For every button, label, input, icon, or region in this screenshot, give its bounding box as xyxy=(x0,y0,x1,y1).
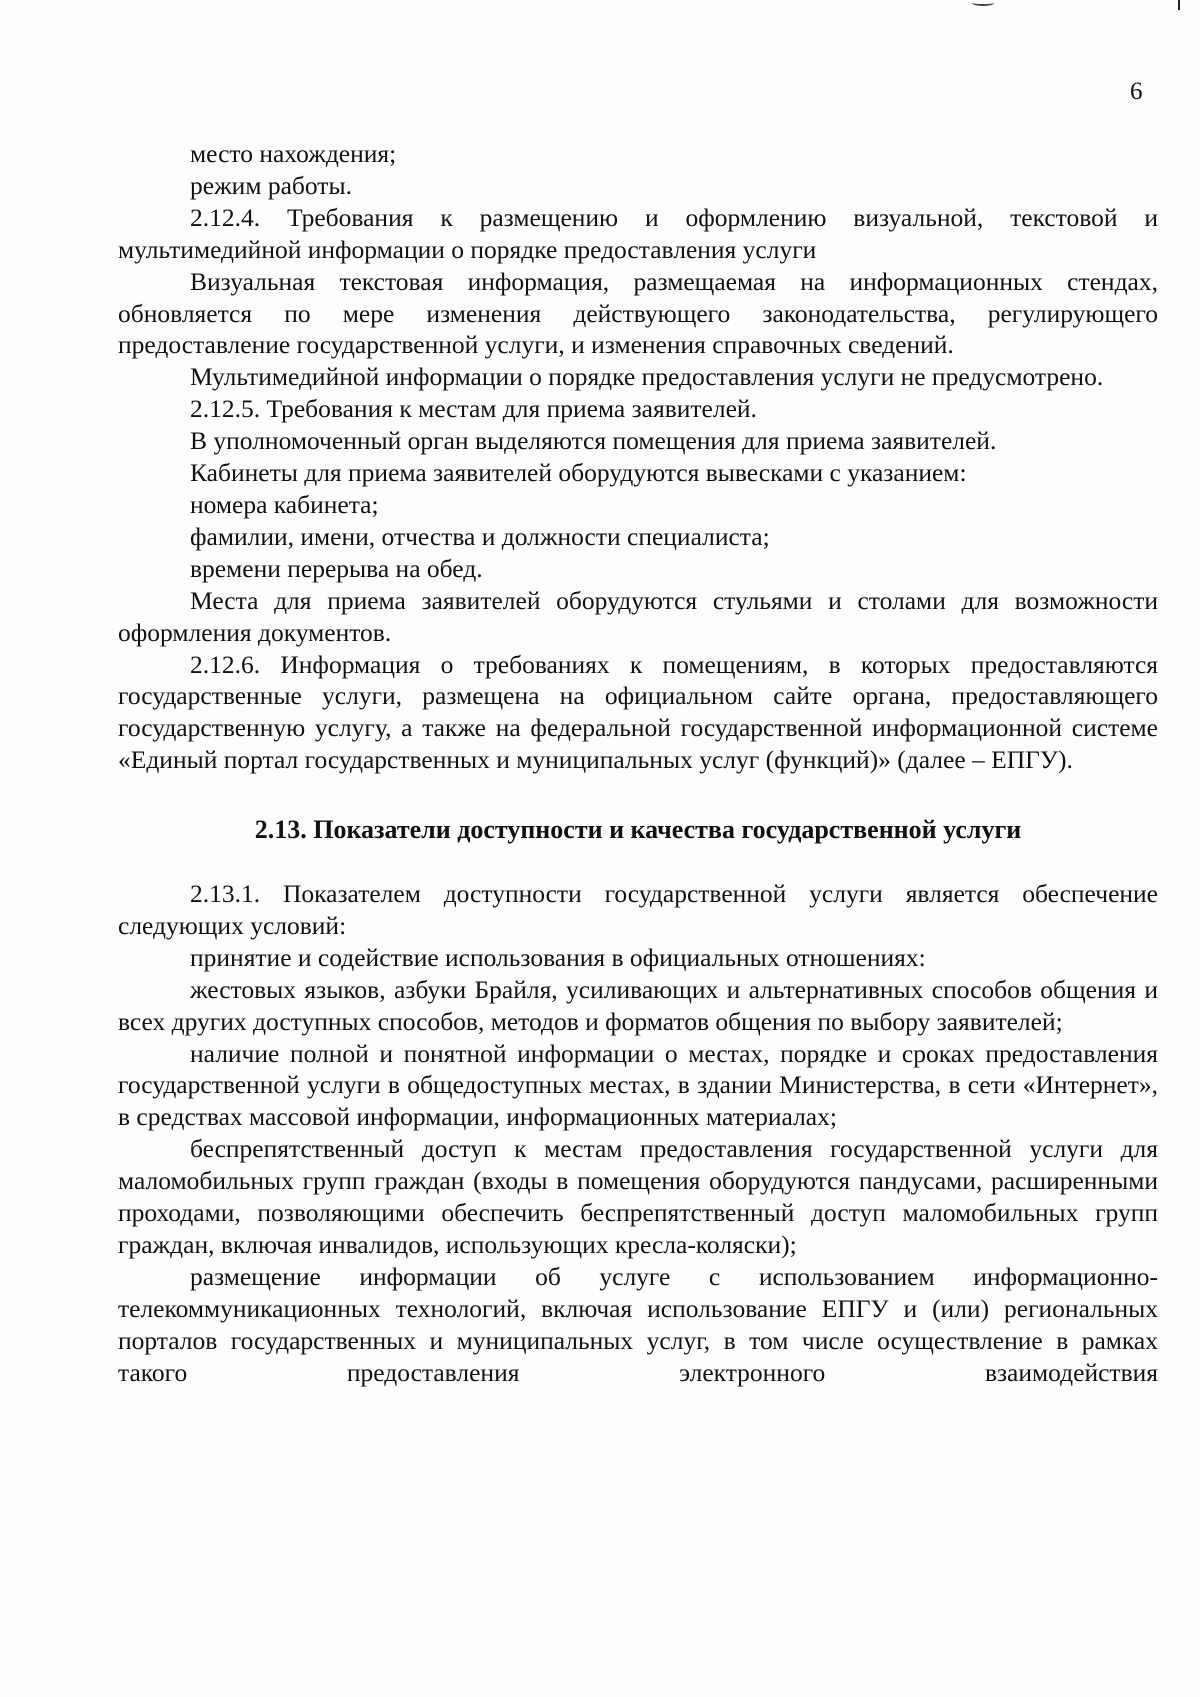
paragraph: Визуальная текстовая информация, размещаемая на информационных стендах, обновляется по мере изменения действующего законодательства, регулирующего предоставление государственной услуги, и изменения справочных сведений. xyxy=(118,266,1158,360)
paragraph: жестовых языков, азбуки Брайля, усиливающих и альтернативных способов общения и всех других доступных способов, методов и форматов общения по выбору заявителей; xyxy=(118,974,1158,1036)
paragraph: 2.12.6. Информация о требованиях к помещениям, в которых предоставляются государственные услуги, размещена на официальном сайте органа, предоставляющего государственную услугу, а также на федеральной государственной информационной системе «Единый портал государственных и муниципальных услуг (функций)» (далее – ЕПГУ). xyxy=(118,649,1158,775)
paragraph: времени перерыва на обед. xyxy=(190,553,483,583)
paragraph: В уполномоченный орган выделяются помещения для приема заявителей. xyxy=(190,426,997,456)
paragraph: наличие полной и понятной информации о местах, порядке и сроках предоставления государственной услуги в общедоступных местах, в здании Министерства, в сети «Интернет», в средствах массовой информации, информационных материалах; xyxy=(118,1038,1158,1132)
paragraph: фамилии, имени, отчества и должности специалиста; xyxy=(190,521,770,551)
paragraph: Места для приема заявителей оборудуются стульями и столами для возможности оформления документов. xyxy=(118,585,1158,647)
paragraph: Мультимедийной информации о порядке предоставления услуги не предусмотрено. xyxy=(190,362,1104,392)
paragraph: номера кабинета; xyxy=(190,489,379,519)
page-number: 6 xyxy=(1130,78,1143,105)
section-heading: 2.13. Показатели доступности и качества государственной услуги xyxy=(254,815,1022,845)
paragraph: принятие и содействие использования в официальных отношениях: xyxy=(190,942,926,972)
paragraph: режим работы. xyxy=(190,170,352,200)
document-body xyxy=(118,138,1158,1389)
scan-artifact-curve xyxy=(972,0,994,6)
paragraph: 2.12.4. Требования к размещению и оформлению визуальной, текстовой и мультимедийной информации о порядке предоставления услуги xyxy=(118,202,1158,264)
paragraph: 2.13.1. Показателем доступности государственной услуги является обеспечение следующих условий: xyxy=(118,879,1158,940)
paragraph: размещение информации об услуге с использованием информационно-телекоммуникационных технологий, включая использование ЕПГУ и (или) региональных порталов государственных и муниципальных услуг, в том числе осуществление в рамках такого предоставления электронного взаимодействия xyxy=(118,1261,1158,1387)
paragraph: 2.12.5. Требования к местам для приема заявителей. xyxy=(190,394,757,424)
paragraph: Кабинеты для приема заявителей оборудуются вывесками с указанием: xyxy=(190,458,967,488)
scan-artifact-line xyxy=(1178,0,1180,10)
paragraph: место нахождения; xyxy=(190,139,397,168)
paragraph: беспрепятственный доступ к местам предоставления государственной услуги для маломобильных групп граждан (входы в помещения оборудуются пандусами, расширенными проходами, позволяющими обеспечить беспрепятственный доступ маломобильных групп граждан, включая инвалидов, использующих кресла-коляски); xyxy=(118,1134,1158,1259)
